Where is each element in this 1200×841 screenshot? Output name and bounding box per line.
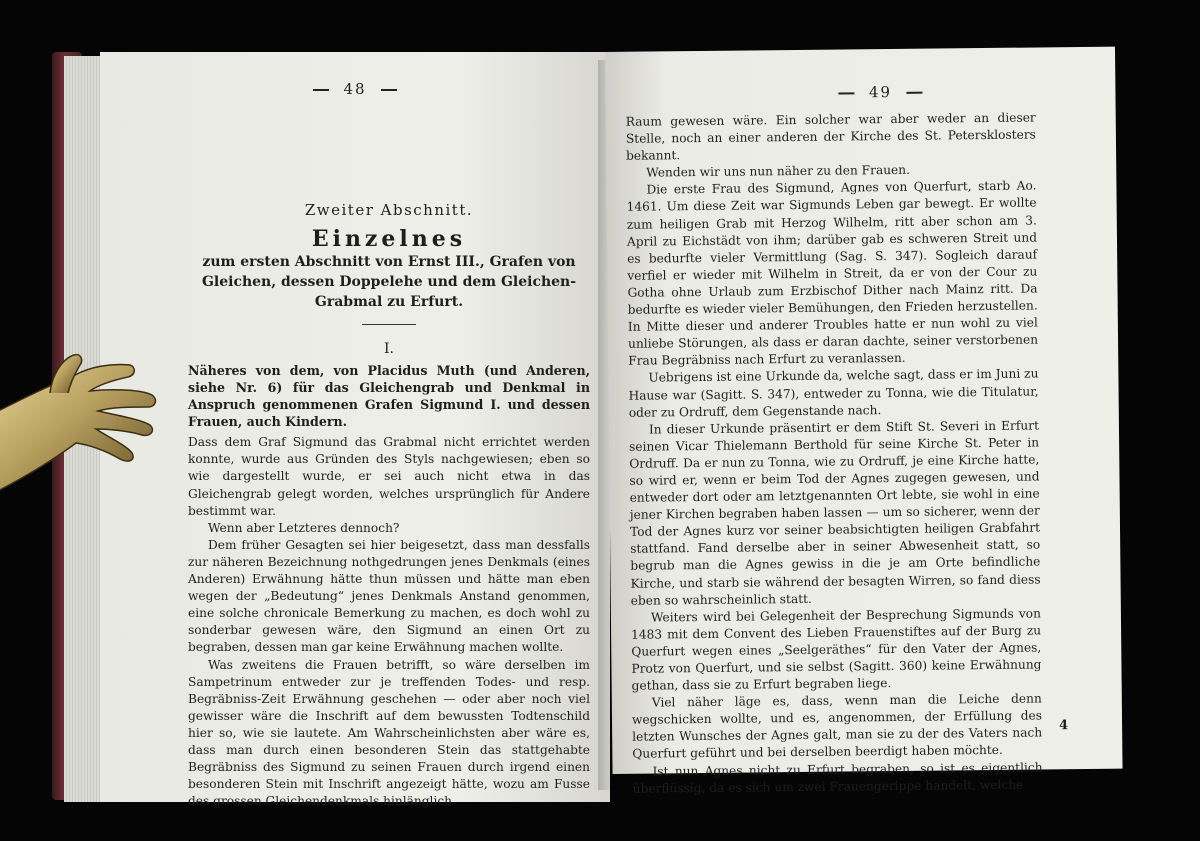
right-page	[605, 47, 1123, 796]
left-page-text	[188, 202, 590, 810]
right-page-text	[626, 109, 1043, 797]
chapter-subtitle: zum ersten Abschnitt von Ernst III., Grafen von Gleichen, dessen Doppelehe und dem Gleichen-Grabmal zu Erfurt.	[201, 254, 577, 311]
paragraph: Was zweitens die Frauen betrifft, so wäre derselben im Sampetrinum entweder zur je treffenden Todes- und resp. Begräbniss-Zeit Erwähnung geschehen — oder aber noch viel gewisser wäre die Inschrift auf dem bewussten Todtenschild hier so, wie sie lautete. Am Wahrscheinlichsten aber wäre es, dass man durch einen besonderen Stein das stattgehabte Begräbniss des Sigmund zu seinen Frauen durch irgend einen besonderen Stein mit Inschrift angezeigt hätte, wozu am Fusse des grossen Gleichendenkmals hinlänglich	[188, 657, 590, 809]
paragraph: Uebrigens ist eine Urkunde da, welche sagt, dass er im Juni zu Hause war (Sagitt. S. 347), entweder zu Tonna, wie die Titulatur, oder zu Ordruff, dem Gegenstande nach.	[628, 366, 1039, 420]
left-page	[100, 52, 610, 809]
brass-hand-page-holder	[0, 345, 170, 515]
section-heading: Näheres von dem, von Placidus Muth (und Anderen, siehe Nr. 6) für das Gleichengrab und Denkmal in Anspruch genommenen Grafen Sigmund I. und dessen Frauen, auch Kindern.	[188, 363, 590, 430]
signature-mark: 4	[1058, 718, 1069, 734]
page-number-text: 49	[868, 82, 893, 102]
divider-rule	[362, 324, 416, 325]
paragraph: Ist nun Agnes nicht zu Erfurt begraben, so ist es eigentlich überflüssig, da es sich um zwei Frauengerippe handelt, welche	[632, 760, 1043, 796]
paragraph: Viel näher läge es, dass, wenn man die Leiche denn wegschicken wollte, und es, angenommen, der Erfüllung des letzten Wunsches der Agnes galt, man sie zu der des Vaters nach Querfurt geführt und bei derselben beerdigt haben möchte.	[631, 691, 1043, 762]
paragraph: Die erste Frau des Sigmund, Agnes von Querfurt, starb Ao. 1461. Um diese Zeit war Sigmunds Leben gar bewegt. Er wollte zum heiligen Grab mit Herzog Wilhelm, ritt aber schon am 3. April zu Eichstädt von ihm; darüber gab es schweren Streit und es bedurfte vieler Vermittlung (Sag. S. 347). Sogleich darauf verfiel er wieder mit Wilhelm in Streit, da er von der Cour zu Gotha ohne Urlaub zum Erzbischof Dither nach Mainz ritt. Da bedurfte es wieder vieler Bemühungen, den Frieden herzustellen. In Mitte dieser und anderer Troubles hatte er nun wohl zu viel unliebe Störungen, als dass er daran dachte, seiner verstorbenen Frau Begräbniss nach Erfurt zu veranlassen.	[626, 178, 1039, 369]
paragraph: Raum gewesen wäre. Ein solcher war aber weder an dieser Stelle, noch an einer anderen der Kirche des St. Petersklosters bekannt.	[625, 110, 1036, 163]
paragraph: Wenn aber Letzteres dennoch?	[208, 520, 400, 535]
paragraph: Weiters wird bei Gelegenheit der Besprechung Sigmunds von 1483 mit dem Convent des Lieben Frauenstiftes auf der Burg zu Querfurt wegen eines „Seelgeräthes“ für den Vater der Agnes, Protz von Querfurt, und sie selbst (Sagitt. 360) keine Erwähnung gethan, dass sie zu Erfurt begraben liege.	[631, 606, 1042, 693]
section-title: Zweiter Abschnitt.	[304, 201, 474, 219]
paragraph: Dass dem Graf Sigmund das Grabmal nicht errichtet werden konnte, wurde aus Gründen des Styls nachgewiesen; eben so wie dargestellt wurde, er sei auch nicht etwa in das Gleichengrab gelegt worden, welches ursprünglich für Andere bestimmt war.	[188, 435, 590, 518]
chapter-title: Einzelnes	[311, 226, 467, 253]
page-number-left	[100, 80, 610, 98]
page-number-text: 48	[343, 80, 367, 98]
paragraph: Dem früher Gesagten sei hier beigesetzt, dass man dessfalls zur näheren Bezeichnung nothgedrungen jenes Denkmals (eines Anderen) Erwähnung hätte thun müssen und hätte man eben wegen der „Bedeutung“ jenes Denkmals Anstand genommen, eine solche chronicale Bemerkung zu machen, es doch wohl zu sonderbar gewesen wäre, den Sigmund an einen Ort zu begraben, dessen man gar keine Erwähnung machen wollte.	[188, 537, 590, 655]
paragraph: Wenden wir uns nun näher zu den Frauen.	[646, 163, 911, 180]
section-number: I.	[384, 341, 394, 358]
paragraph: In dieser Urkunde präsentirt er dem Stift St. Severi in Erfurt seinen Vicar Thielemann Berthold für seine Kirche St. Peter in Ordruff. Da er nun zu Tonna, wie zu Ordruff, je eine Kirche hatte, so wird er, wenn er beim Tod der Agnes zugegen gewesen, und entweder dort oder am letztgenannten Ort lebte, sie wohl in eine jener Kirchen begraben haben lassen — um so sicherer, wenn der Tod der Agnes kurz vor seiner beabsichtigten heiligen Grabfahrt stattfand. Fand derselbe aber in seiner Abwesenheit statt, so begrub man die Agnes gewiss in die je am Orte befindliche Kirche, und starb sie während der besagten Wirren, so fand diess eben so wahrscheinlich statt.	[629, 418, 1041, 608]
page-number-right	[625, 80, 1135, 103]
